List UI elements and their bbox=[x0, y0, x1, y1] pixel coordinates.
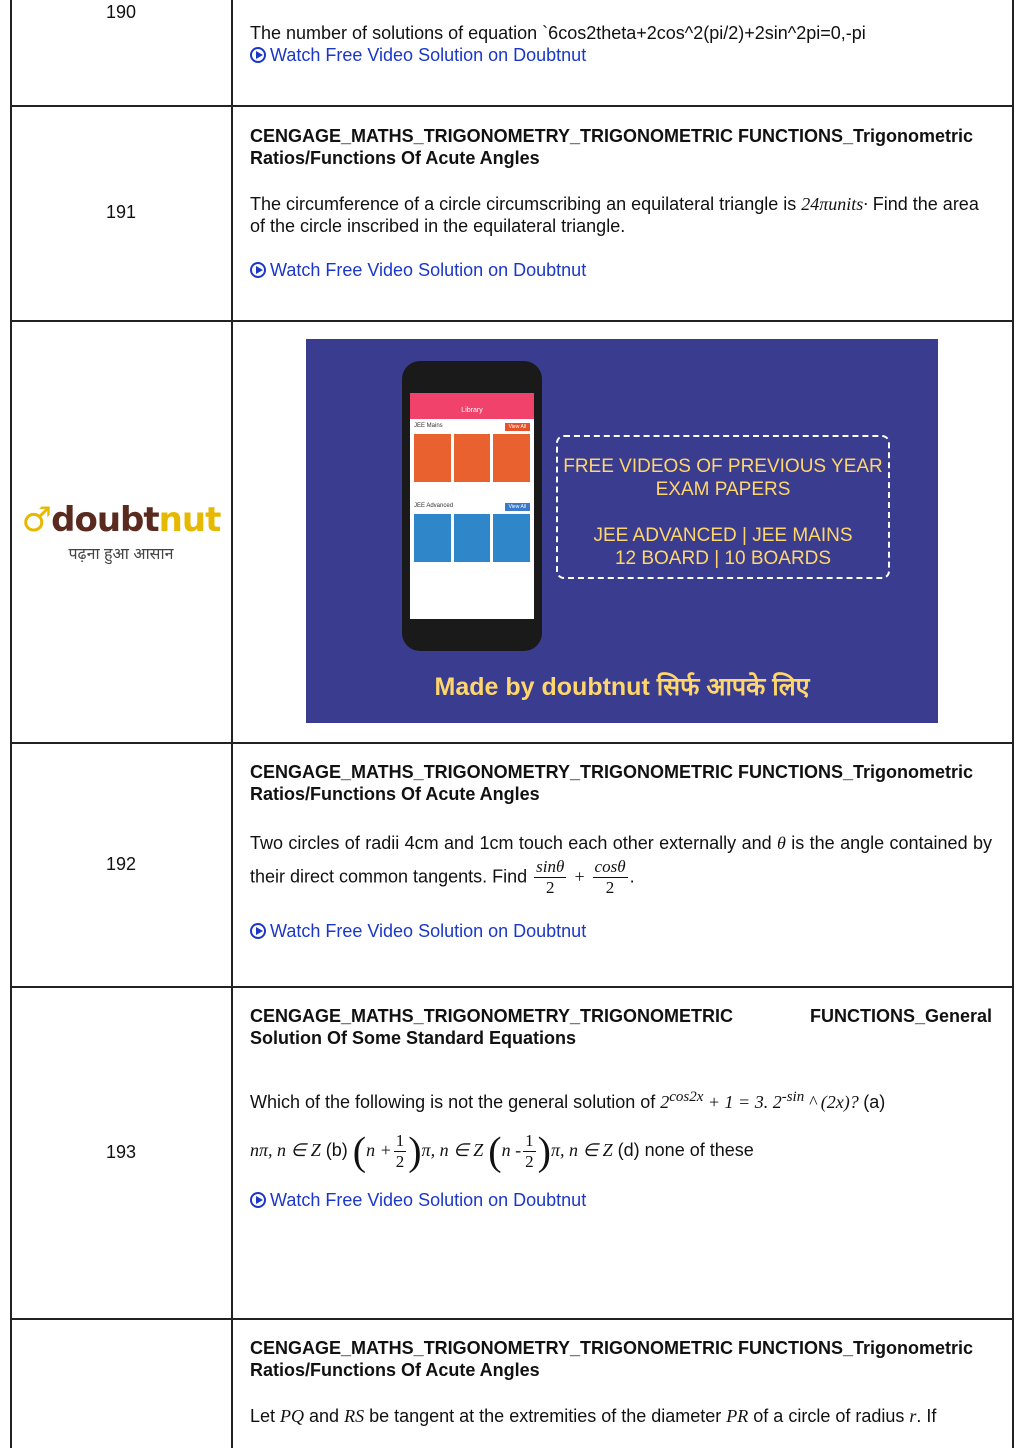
question-cell bbox=[250, 22, 992, 66]
row-divider bbox=[10, 742, 1014, 744]
question-text: Which of the following is not the general solution of $2^{cos2x} + 1 = 3$. $2^{-sin}$ ^ (2x)? (a) nπ, n ∈ Z (b) (n + $\frac{1}{2}$ )π, n ∈ Z (n - $\frac{1}{2}$ )π, n ∈ Z (d) none of these bbox=[250, 1089, 886, 1174]
play-icon bbox=[250, 262, 266, 278]
play-icon bbox=[250, 1192, 266, 1208]
question-text: The circumference of a circle circumscribing an equilateral triangle is 24πunits· Find the area of the circle inscribed in the equilateral triangle. bbox=[250, 194, 979, 236]
watch-video-link[interactable] bbox=[250, 259, 992, 281]
promo-box: FREE VIDEOS OF PREVIOUS YEAR EXAM PAPERS JEE ADVANCED | JEE MAINS 12 BOARD | 10 BOARDS bbox=[556, 435, 890, 579]
watch-video-label: Watch Free Video Solution on Doubtnut bbox=[270, 45, 587, 65]
question-cell bbox=[250, 1337, 992, 1427]
question-cell bbox=[250, 125, 992, 281]
table-border-right bbox=[1012, 0, 1014, 1448]
row-divider bbox=[10, 105, 1014, 107]
logo-tagline: पढ़ना हुआ आसान bbox=[68, 546, 174, 563]
watch-video-label: Watch Free Video Solution on Doubtnut bbox=[270, 1190, 587, 1211]
row-divider bbox=[10, 1318, 1014, 1320]
row-divider bbox=[10, 986, 1014, 988]
watch-video-link[interactable] bbox=[250, 920, 992, 942]
category-heading: CENGAGE_MATHS_TRIGONOMETRY_TRIGONOMETRIC FUNCTIONS_General Solution Of Some Standard Equations bbox=[250, 1006, 992, 1048]
question-text: Two circles of radii 4cm and 1cm touch each other externally and θ is the angle contained by their direct common tangents. Find $\frac{\sin\theta}{2}$ + $\frac{\cos\theta}{2}$ . bbox=[250, 833, 992, 897]
question-number: 193 bbox=[105, 1142, 137, 1162]
question-number: 190 bbox=[105, 2, 137, 22]
question-text: The number of solutions of equation `6cos2theta+2cos^2(pi/2)+2sin^2pi=0,-pi bbox=[250, 23, 866, 43]
category-heading: CENGAGE_MATHS_TRIGONOMETRY_TRIGONOMETRIC FUNCTIONS_Trigonometric Ratios/Functions Of Acute Angles bbox=[250, 762, 974, 804]
question-number: 192 bbox=[105, 854, 137, 874]
watch-video-label: Watch Free Video Solution on Doubtnut bbox=[270, 921, 587, 941]
category-heading: CENGAGE_MATHS_TRIGONOMETRY_TRIGONOMETRIC FUNCTIONS_Trigonometric Ratios/Functions Of Acute Angles bbox=[250, 126, 974, 168]
watch-video-label: Watch Free Video Solution on Doubtnut bbox=[270, 260, 587, 280]
question-number: 191 bbox=[105, 202, 137, 222]
play-icon bbox=[250, 923, 266, 939]
doubtnut-logo: ♂doubtnut पढ़ना हुआ आसान bbox=[10, 500, 232, 564]
question-cell bbox=[250, 761, 992, 942]
made-by-text: Made by doubtnut सिर्फ आपके लिए bbox=[434, 673, 810, 701]
category-heading: CENGAGE_MATHS_TRIGONOMETRY_TRIGONOMETRIC FUNCTIONS_Trigonometric Ratios/Functions Of Acute Angles bbox=[250, 1338, 974, 1380]
watch-video-link[interactable] bbox=[250, 44, 992, 66]
question-cell bbox=[250, 1005, 992, 1211]
phone-mockup: Library JEE Mains View All JEE Advanced View All bbox=[402, 361, 542, 651]
play-icon bbox=[250, 47, 266, 63]
watch-video-link[interactable] bbox=[250, 1189, 992, 1211]
question-text: Let PQ and RS be tangent at the extremities of the diameter PR of a circle of radius r. If bbox=[250, 1406, 937, 1426]
row-divider bbox=[10, 320, 1014, 322]
promo-banner[interactable] bbox=[306, 339, 938, 723]
